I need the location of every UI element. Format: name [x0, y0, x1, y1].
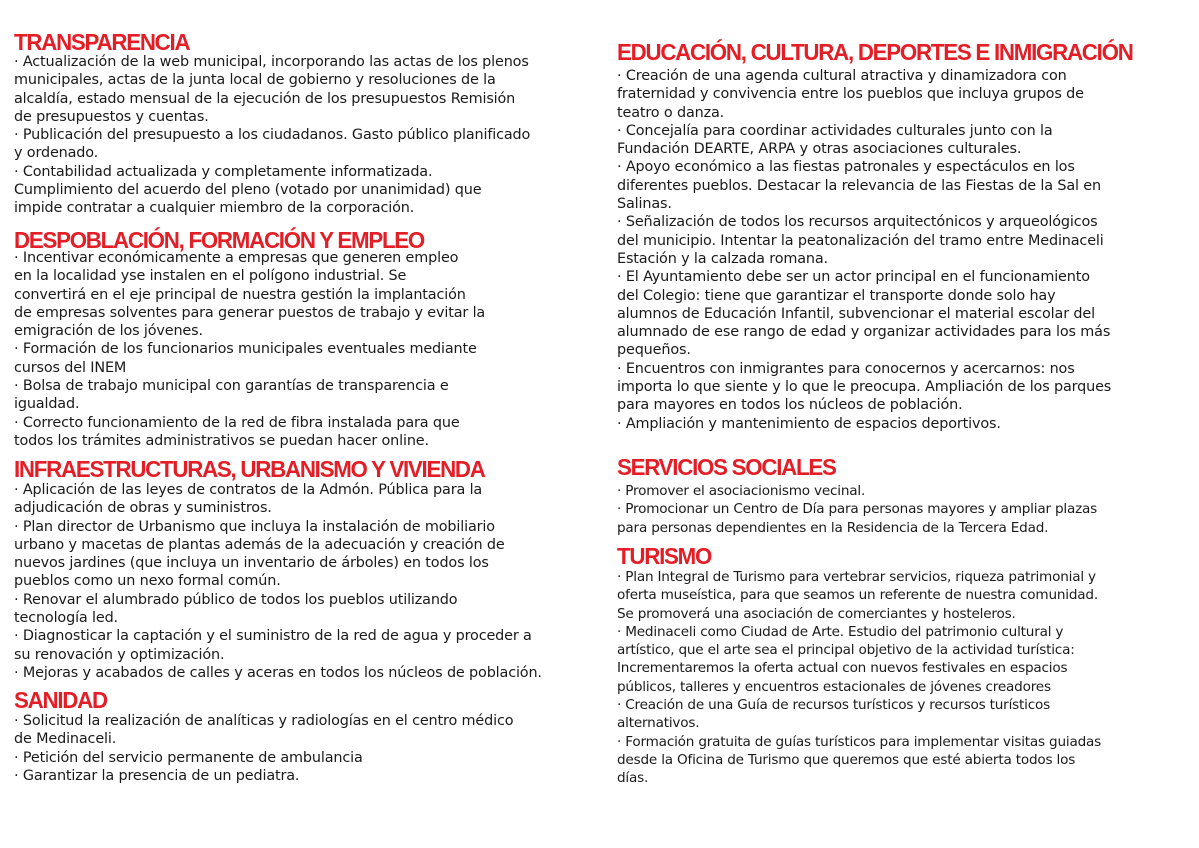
text-line: · El Ayuntamiento debe ser un actor principal en el funcionamiento [617, 269, 1090, 286]
text-line: de Medinaceli. [14, 731, 117, 748]
text-line: diferentes pueblos. Destacar la relevancia de las Fiestas de la Sal en [617, 177, 1101, 194]
text-line: Fundación DEARTE, ARPA y otras asociaciones culturales. [617, 141, 1022, 158]
text-line: · Bolsa de trabajo municipal con garantías de transparencia e [14, 378, 449, 395]
text-line: · Solicitud la realización de analíticas y radiologías en el centro médico [14, 713, 514, 729]
text-line: · Formación gratuita de guías turísticos para implementar visitas guiadas [617, 733, 1102, 750]
text-line: · Mejoras y acabados de calles y aceras en todos los núcleos de población. [14, 664, 542, 681]
text-line: cursos del INEM [14, 359, 127, 376]
section-educacion [617, 67, 1111, 433]
text-line: desde la Oficina de Turismo que queremos que esté abierta todos los [617, 751, 1076, 768]
heading-transparencia: TRANSPARENCIA [14, 29, 190, 55]
text-line: y ordenado. [14, 145, 99, 162]
section-turismo [617, 568, 1101, 788]
text-line: · Promover el asociacionismo vecinal. [617, 483, 866, 499]
text-line: días. [617, 770, 649, 787]
heading-educacion: EDUCACIÓN, CULTURA, DEPORTES E INMIGRACIÓN [617, 39, 1133, 65]
text-line: · Creación de una Guía de recursos turísticos y recursos turísticos [617, 697, 1051, 714]
text-line: del municipio. Intentar la peatonalización del tramo entre Medinaceli [617, 232, 1104, 249]
text-line: igualdad. [14, 396, 80, 413]
text-line: pequeños. [617, 342, 691, 359]
text-line: · Promocionar un Centro de Día para personas mayores y ampliar plazas [617, 501, 1098, 518]
text-line: adjudicación de obras y suministros. [14, 500, 272, 517]
text-line: teatro o danza. [617, 104, 725, 121]
text-line: · Plan director de Urbanismo que incluya la instalación de mobiliario [14, 518, 495, 535]
text-line: Se promoverá una asociación de comerciantes y hosteleros. [617, 605, 1016, 622]
text-line: municipales, actas de la junta local de gobierno y resoluciones de la [14, 72, 496, 89]
heading-despoblacion: DESPOBLACIÓN, FORMACIÓN Y EMPLEO [14, 227, 425, 253]
text-line: Estación y la calzada romana. [617, 250, 828, 267]
text-line: emigración de los jóvenes. [14, 323, 203, 340]
text-line: · Renovar el alumbrado público de todos los pueblos utilizando [14, 591, 458, 608]
text-line: · Encuentros con inmigrantes para conocernos y acercarnos: nos [617, 360, 1075, 377]
text-line: · Correcto funcionamiento de la red de fibra instalada para que [14, 414, 460, 431]
heading-servicios-sociales: SERVICIOS SOCIALES [617, 454, 836, 480]
text-line: · Diagnosticar la captación y el suministro de la red de agua y proceder a [14, 628, 532, 645]
text-line: · Contabilidad actualizada y completamente informatizada. [14, 163, 433, 180]
text-line: su renovación y optimización. [14, 646, 225, 663]
section-sanidad [14, 712, 513, 785]
text-line: artístico, que el arte sea el principal objetivo de la actividad turística: [617, 642, 1075, 659]
text-line: Salinas. [617, 196, 672, 213]
text-line: Cumplimiento del acuerdo del pleno (votado por unanimidad) que [14, 182, 482, 199]
heading-infraestructuras: INFRAESTRUCTURAS, URBANISMO Y VIVIENDA [14, 456, 485, 482]
text-line: · Plan Integral de Turismo para vertebrar servicios, riqueza patrimonial y [617, 569, 1096, 585]
text-line: todos los trámites administrativos se puedan hacer online. [14, 432, 429, 449]
text-line: para mayores en todos los núcleos de población. [617, 397, 963, 414]
text-line: · Medinaceli como Ciudad de Arte. Estudio del patrimonio cultural y [617, 623, 1064, 640]
text-line: pueblos como un nexo formal común. [14, 573, 281, 590]
heading-sanidad: SANIDAD [14, 687, 107, 713]
text-line: · Concejalía para coordinar actividades culturales junto con la [617, 122, 1053, 139]
heading-turismo: TURISMO [617, 543, 712, 569]
section-infraestructuras [14, 481, 542, 682]
text-line: fraternidad y convivencia entre los pueblos que incluya grupos de [617, 86, 1084, 103]
text-line: para personas dependientes en la Residencia de la Tercera Edad. [617, 519, 1049, 536]
text-line: del Colegio: tiene que garantizar el transporte donde solo hay [617, 287, 1056, 304]
text-line: alumnos de Educación Infantil, subvencionar el material escolar del [617, 305, 1095, 322]
text-line: · Creación de una agenda cultural atractiva y dinamizadora con [617, 68, 1067, 84]
text-line: · Formación de los funcionarios municipales eventuales mediante [14, 341, 477, 358]
section-servicios-sociales [617, 482, 1097, 537]
text-line: · Señalización de todos los recursos arquitectónicos y arqueológicos [617, 214, 1098, 231]
text-line: · Petición del servicio permanente de ambulancia [14, 749, 363, 766]
text-line: impide contratar a cualquier miembro de la corporación. [14, 200, 415, 217]
text-line: alternativos. [617, 715, 700, 732]
text-line: Incrementaremos la oferta actual con nuevos festivales en espacios [617, 660, 1068, 677]
text-line: de presupuestos y cuentas. [14, 108, 209, 125]
text-line: · Incentivar económicamente a empresas que generen empleo [14, 250, 459, 266]
text-line: oferta museística, para que seamos un referente de nuestra comunidad. [617, 587, 1098, 604]
text-line: · Garantizar la presencia de un pediatra. [14, 767, 300, 784]
text-line: · Ampliación y mantenimiento de espacios deportivos. [617, 415, 1001, 432]
text-line: urbano y macetas de plantas además de la adecuación y creación de [14, 536, 505, 553]
section-transparencia [14, 53, 530, 218]
text-line: convertirá en el eje principal de nuestra gestión la implantación [14, 286, 466, 303]
section-despoblacion [14, 249, 485, 450]
text-line: alcaldía, estado mensual de la ejecución de los presupuestos Remisión [14, 90, 516, 107]
text-line: · Aplicación de las leyes de contratos de la Admón. Pública para la [14, 482, 483, 498]
text-line: · Actualización de la web municipal, incorporando las actas de los plenos [14, 54, 529, 70]
text-line: alumnado de ese rango de edad y organizar actividades para los más [617, 324, 1111, 341]
text-line: tecnología led. [14, 610, 118, 627]
text-line: en la localidad yse instalen en el polígono industrial. Se [14, 268, 407, 285]
text-line: de empresas solventes para generar puestos de trabajo y evitar la [14, 304, 486, 321]
text-line: importa lo que siente y lo que le preocupa. Ampliación de los parques [617, 379, 1112, 396]
text-line: públicos, talleres y encuentros estacionales de jóvenes creadores [617, 678, 1051, 695]
text-line: nuevos jardines (que incluya un inventario de árboles) en todos los [14, 555, 489, 572]
text-line: · Apoyo económico a las fiestas patronales y espectáculos en los [617, 159, 1075, 176]
text-line: · Publicación del presupuesto a los ciudadanos. Gasto público planificado [14, 127, 531, 144]
